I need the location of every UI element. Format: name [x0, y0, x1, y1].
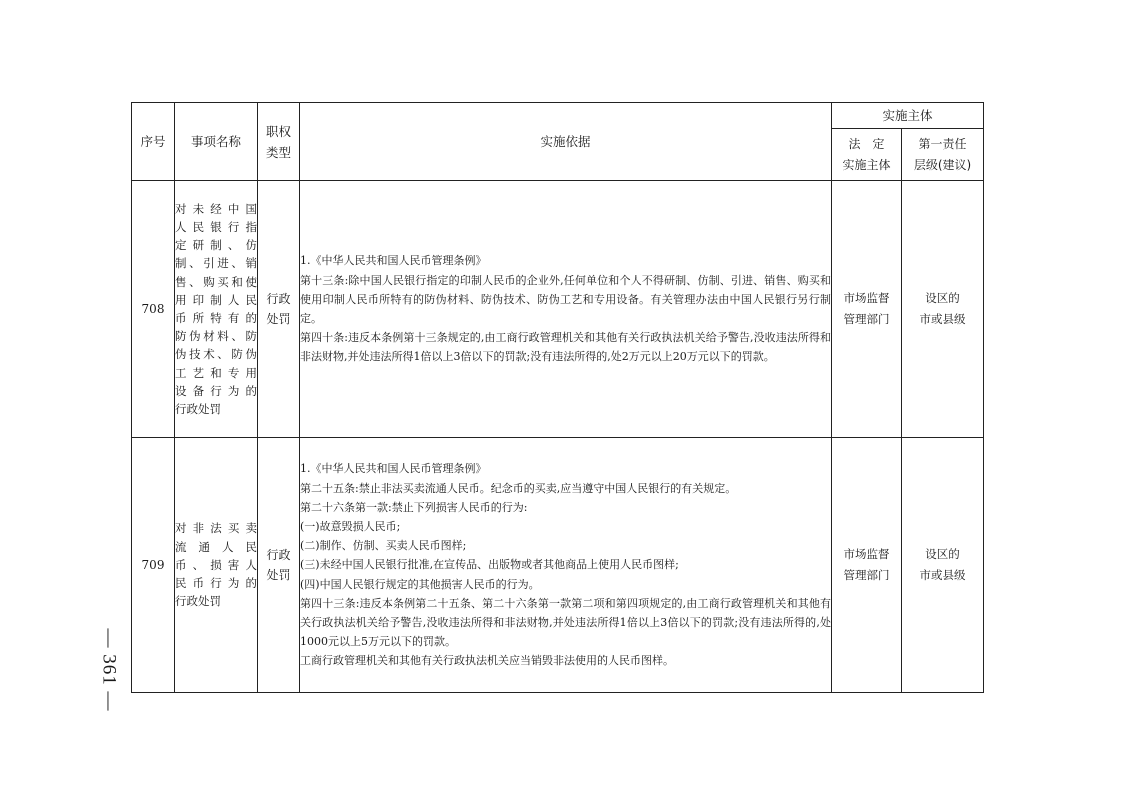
row-authority-type: 行政 处罚	[258, 181, 300, 438]
basis-paragraph: 第十三条:除中国人民银行指定的印制人民币的企业外,任何单位和个人不得研制、仿制、引进、销售、购买和使用印制人民币所特有的防伪材料、防伪技术、防伪工艺和专用设备。有关管理办法由中国人民银行另行制定。	[300, 273, 831, 325]
header-basis: 实施依据	[300, 103, 832, 181]
table-row	[132, 438, 984, 693]
row-legal-subject: 市场监督 管理部门	[832, 438, 902, 693]
row-first-responsible-level: 设区的 市或县级	[902, 181, 984, 438]
row-authority-type: 行政 处罚	[258, 438, 300, 693]
header-seq: 序号	[132, 103, 175, 181]
header-item-name: 事项名称	[175, 103, 258, 181]
header-implementing-subject: 实施主体	[832, 103, 984, 129]
basis-paragraph: 1.《中华人民共和国人民币管理条例》	[300, 462, 487, 476]
row-basis	[300, 438, 832, 693]
basis-paragraph: 第四十条:违反本条例第十三条规定的,由工商行政管理机关和其他有关行政执法机关给予警告,没收违法所得和非法财物,并处违法所得1倍以上3倍以下的罚款;没有违法所得的,处2万元以上20万元以下的罚款。	[300, 331, 831, 364]
row-item-name: 对未经中国 人民银行指 定研制、仿 制、引进、销 售、购买和使 用印制人民 币所特有的 防伪材料、防 伪技术、防伪 工艺和专用 设备行为的 行政处罚	[175, 181, 258, 438]
row-seq: 709	[132, 438, 175, 693]
basis-paragraph: 第二十六条第一款:禁止下列损害人民币的行为:	[300, 500, 528, 514]
basis-paragraph: 工商行政管理机关和其他有关行政执法机关应当销毁非法使用的人民币图样。	[300, 654, 674, 668]
header-first-responsible-level: 第一责任 层级(建议)	[902, 129, 984, 181]
page-number	[78, 600, 138, 740]
table-row	[132, 181, 984, 438]
basis-paragraph: 第二十五条:禁止非法买卖流通人民币。纪念币的买卖,应当遵守中国人民银行的有关规定。	[300, 481, 737, 495]
page-number-text: — 361 —	[98, 628, 119, 712]
row-first-responsible-level: 设区的 市或县级	[902, 438, 984, 693]
basis-paragraph: 第四十三条:违反本条例第二十五条、第二十六条第一款第二项和第四项规定的,由工商行政管理机关和其他有关行政执法机关给予警告,没收违法所得和非法财物,并处违法所得1倍以上3倍以下的罚款;没有违法所得的,处1000元以上5万元以下的罚款。	[300, 596, 831, 649]
basis-paragraph: (三)未经中国人民银行批准,在宣传品、出版物或者其他商品上使用人民币图样;	[300, 558, 679, 572]
row-legal-subject: 市场监督 管理部门	[832, 181, 902, 438]
enforcement-items-table	[131, 102, 984, 693]
header-legal-subject: 法 定 实施主体	[832, 129, 902, 181]
basis-paragraph: 1.《中华人民共和国人民币管理条例》	[300, 254, 487, 268]
basis-paragraph: (二)制作、仿制、买卖人民币图样;	[300, 539, 467, 553]
row-item-name: 对非法买卖 流通人民 币、损害人 民币行为的 行政处罚	[175, 438, 258, 693]
basis-paragraph: (一)故意毁损人民币;	[300, 519, 401, 533]
row-basis	[300, 181, 832, 438]
row-seq: 708	[132, 181, 175, 438]
header-authority-type: 职权 类型	[258, 103, 300, 181]
basis-paragraph: (四)中国人民银行规定的其他损害人民币的行为。	[300, 577, 540, 591]
